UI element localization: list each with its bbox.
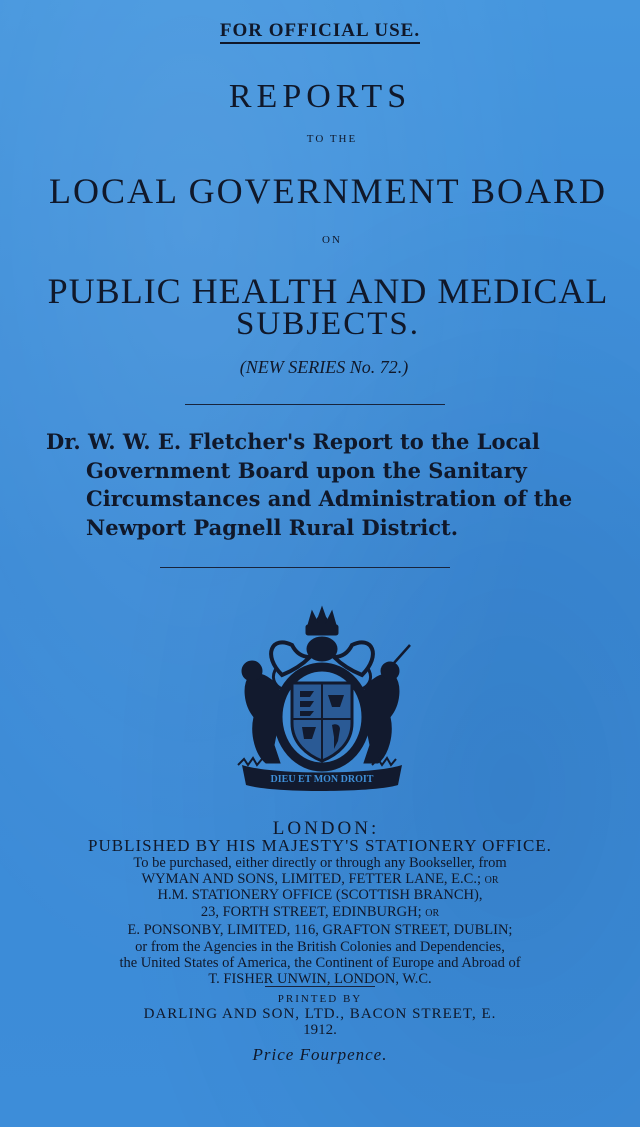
on-label: ON (322, 234, 342, 246)
imprint-line: WYMAN AND SONS, LIMITED, FETTER LANE, E.C.; or (141, 871, 499, 887)
divider-rule (185, 404, 445, 405)
official-use-heading: FOR OFFICIAL USE. (0, 20, 640, 42)
imprint-line: 23, FORTH STREET, EDINBURGH; or (200, 904, 440, 920)
publication-year: 1912. (303, 1022, 337, 1038)
imprint-line: E. PONSONBY, LIMITED, 116, GRAFTON STREET, DUBLIN; (127, 922, 513, 938)
report-title (46, 428, 586, 542)
subject-heading-line2: SUBJECTS. (236, 306, 420, 342)
report-title-line: Newport Pagnell Rural District. (86, 514, 459, 540)
report-title-line: Government Board upon the Sanitary (86, 457, 527, 483)
divider-rule (160, 567, 450, 568)
printed-by-label: PRINTED BY (277, 993, 363, 1005)
imprint-publisher: PUBLISHED BY HIS MAJESTY'S STATIONERY OFFICE. (88, 836, 552, 855)
printer-name: DARLING AND SON, LTD., BACON STREET, E. (143, 1006, 497, 1022)
report-title-line: Circumstances and Administration of the (86, 486, 573, 511)
motto-text: DIEU ET MON DROIT (270, 774, 374, 785)
price-label: Price Fourpence. (252, 1045, 388, 1064)
to-the-label: TO THE (306, 133, 358, 145)
subject-heading-line1: PUBLIC HEALTH AND MEDICAL (47, 271, 609, 311)
report-title-line: Dr. W. W. E. Fletcher's Report to the Local (46, 429, 540, 454)
board-heading: LOCAL GOVERNMENT BOARD (48, 171, 607, 211)
imprint-line: the United States of America, the Continent of Europe and Abroad of (119, 955, 521, 971)
royal-coat-of-arms-icon (222, 605, 422, 795)
imprint-line: or from the Agencies in the British Colonies and Dependencies, (135, 939, 505, 955)
imprint-line: T. FISHER UNWIN, LONDON, W.C. (208, 971, 432, 987)
divider-rule (265, 986, 375, 987)
series-number: (NEW SERIES No. 72.) (239, 357, 409, 377)
imprint-city: LONDON: (272, 818, 380, 839)
imprint-line: To be purchased, either directly or through any Bookseller, from (133, 855, 507, 871)
reports-heading: REPORTS (228, 78, 412, 115)
imprint-line: H.M. STATIONERY OFFICE (SCOTTISH BRANCH), (157, 887, 483, 903)
